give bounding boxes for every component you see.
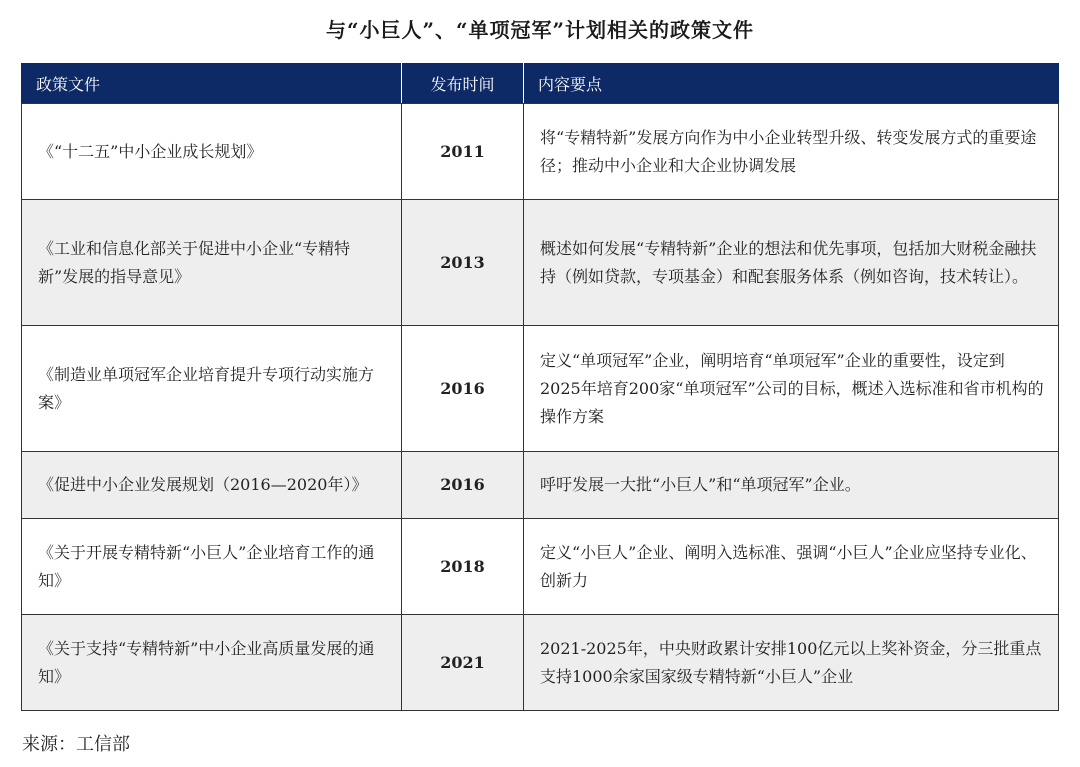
policy-doc-cell: 《关于开展专精特新“小巨人”企业培育工作的通知》 xyxy=(22,519,402,615)
policy-doc-cell: 《制造业单项冠军企业培育提升专项行动实施方案》 xyxy=(22,326,402,452)
header-policy-doc: 政策文件 xyxy=(22,63,402,104)
content-cell: 2021-2025年，中央财政累计安排100亿元以上奖补资金，分三批重点支持1000余家国家级专精特新“小巨人”企业 xyxy=(524,615,1059,711)
content-cell: 定义“单项冠军”企业，阐明培育“单项冠军”企业的重要性，设定到2025年培育200家“单项冠军”公司的目标，概述入选标准和省市机构的操作方案 xyxy=(524,326,1059,452)
year-cell: 2016 xyxy=(402,326,524,452)
table-row xyxy=(22,519,1059,615)
content-cell: 呼吁发展一大批“小巨人”和“单项冠军”企业。 xyxy=(524,452,1059,519)
year-cell: 2018 xyxy=(402,519,524,615)
policy-doc-cell: 《促进中小企业发展规划（2016—2020年）》 xyxy=(22,452,402,519)
source-note: 来源：工信部 xyxy=(22,734,130,755)
policy-doc-cell: 《工业和信息化部关于促进中小企业“专精特新”发展的指导意见》 xyxy=(22,200,402,326)
table-row xyxy=(22,326,1059,452)
policy-doc-cell: 《关于支持“专精特新”中小企业高质量发展的通知》 xyxy=(22,615,402,711)
header-release-date: 发布时间 xyxy=(402,63,524,104)
header-key-points: 内容要点 xyxy=(524,63,1059,104)
policy-table xyxy=(21,63,1059,711)
year-cell: 2011 xyxy=(402,104,524,200)
page-title: 与“小巨人”、“单项冠军”计划相关的政策文件 xyxy=(325,18,754,42)
content-cell: 定义“小巨人”企业、阐明入选标准、强调“小巨人”企业应坚持专业化、创新力 xyxy=(524,519,1059,615)
table-row xyxy=(22,104,1059,200)
policy-doc-cell: 《“十二五”中小企业成长规划》 xyxy=(22,104,402,200)
table-row xyxy=(22,200,1059,326)
content-cell: 概述如何发展“专精特新”企业的想法和优先事项，包括加大财税金融扶持（例如贷款，专项基金）和配套服务体系（例如咨询，技术转让）。 xyxy=(524,200,1059,326)
table-row xyxy=(22,452,1059,519)
year-cell: 2013 xyxy=(402,200,524,326)
content-cell: 将“专精特新”发展方向作为中小企业转型升级、转变发展方式的重要途径；推动中小企业和大企业协调发展 xyxy=(524,104,1059,200)
table-header-row xyxy=(22,63,1059,104)
year-cell: 2021 xyxy=(402,615,524,711)
table-row xyxy=(22,615,1059,711)
year-cell: 2016 xyxy=(402,452,524,519)
